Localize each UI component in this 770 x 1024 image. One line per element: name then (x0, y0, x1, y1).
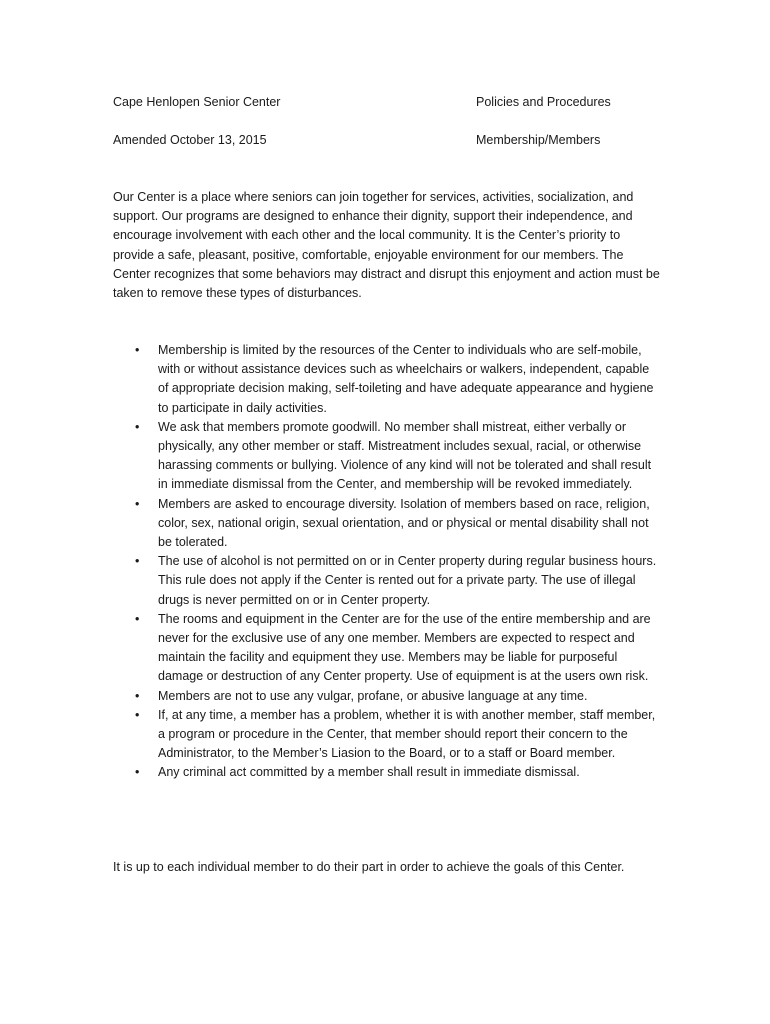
policy-text: We ask that members promote goodwill. No member shall mistreat, either verbally or physically, any other member or staff. Mistreatment includes sexual, racial, or otherwise harassing comments or bullying. Violence of any kind will not be tolerated and shall result in immediate dismissal from the Center, and membership will be revoked immediately. (158, 419, 652, 492)
policy-item (113, 341, 661, 418)
policy-item (113, 552, 661, 610)
bullet-icon: • (135, 419, 140, 434)
section-title: Membership/Members (476, 133, 601, 147)
policy-item (113, 495, 661, 553)
policy-text: Any criminal act committed by a member shall result in immediate dismissal. (158, 765, 580, 780)
policy-text: The rooms and equipment in the Center are for the use of the entire membership and are never for the exclusive use of any one member. Members are expected to respect and maintain the facility and equipment they use. Members may be liable for purposeful damage or destruction of any Center property. Use of equipment is at the users own risk. (158, 611, 651, 684)
policy-text: Members are not to use any vulgar, profane, or abusive language at any time. (158, 688, 588, 703)
policy-item (113, 763, 661, 782)
bullet-icon: • (135, 343, 140, 357)
policy-item (113, 610, 661, 687)
policy-text: The use of alcohol is not permitted on or in Center property during regular business hours. This rule does not apply if the Center is rented out for a private party. The use of illegal drugs is never permitted on or in Center property. (158, 554, 657, 607)
policy-item (113, 418, 661, 495)
bullet-icon: • (135, 496, 140, 511)
bullet-icon: • (135, 554, 140, 569)
org-name: Cape Henlopen Senior Center (113, 95, 281, 109)
policy-list (113, 341, 661, 783)
bullet-icon: • (135, 688, 140, 703)
amended-date: Amended October 13, 2015 (113, 133, 267, 147)
policy-text: If, at any time, a member has a problem, whether it is with another member, staff member, a program or procedure in the Center, that member should report their concern to the Administrator, to the Member’s Liasion to the Board, or to a staff or Board member. (158, 707, 656, 761)
bullet-icon: • (135, 611, 140, 626)
closing-paragraph: It is up to each individual member to do their part in order to achieve the goals of this Center. (113, 860, 625, 874)
intro-paragraph: Our Center is a place where seniors can join together for services, activities, socialization, and support. Our programs are designed to enhance their dignity, support their independence, and encourage involvement with each other and the local community. It is the Center’s priority to provide a safe, pleasant, positive, comfortable, enjoyable environment for our members. The Center recognizes that some behaviors may distract and disrupt this enjoyment and action must be taken to remove these types of disturbances. (113, 190, 660, 301)
doc-type: Policies and Procedures (476, 95, 611, 109)
bullet-icon: • (135, 765, 140, 780)
bullet-icon: • (135, 707, 140, 722)
policy-item (113, 687, 661, 706)
policy-item (113, 706, 661, 764)
policy-text: Membership is limited by the resources of the Center to individuals who are self-mobile, with or without assistance devices such as wheelchairs or walkers, independent, capable of appropriate decision making, self-toileting and have adequate appearance and hygiene to participate in daily activities. (158, 343, 654, 415)
policy-text: Members are asked to encourage diversity. Isolation of members based on race, religion, color, sex, national origin, sexual orientation, and or physical or mental disability shall not be tolerated. (158, 496, 650, 550)
